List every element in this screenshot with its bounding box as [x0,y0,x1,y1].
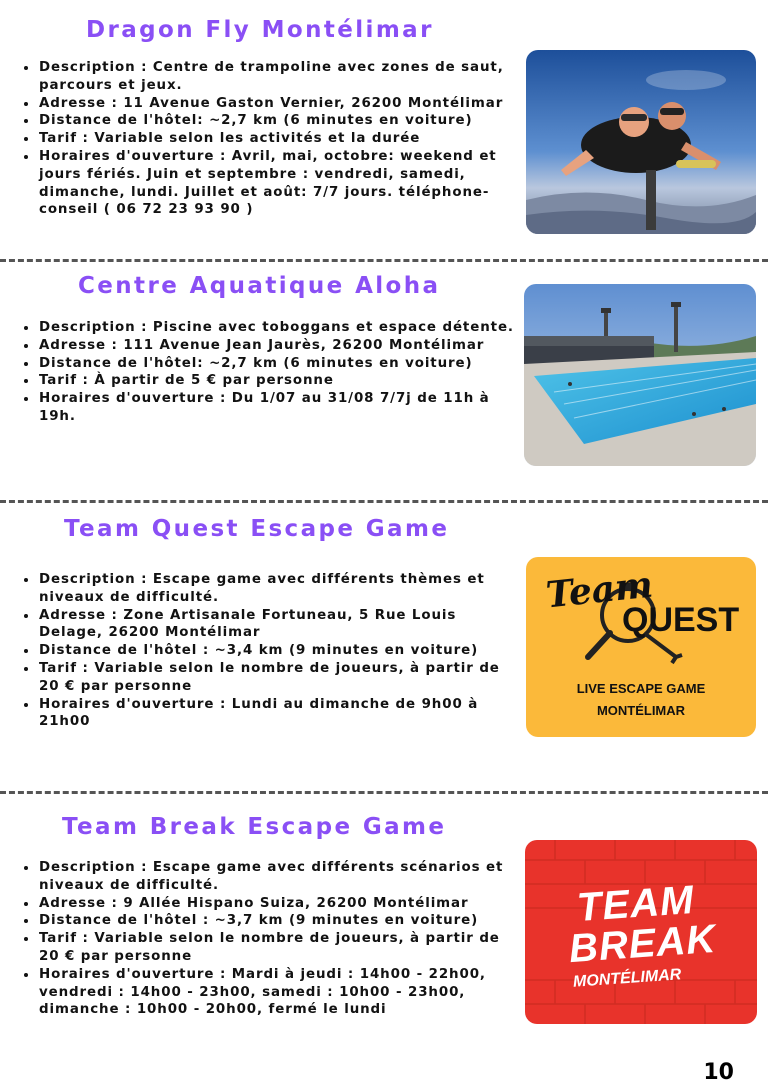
team-quest-logo-team: Team [544,563,655,617]
team-quest-logo [526,557,756,737]
team-break-info-list [22,859,512,1019]
team-break-logo-city: MONTÉLIMAR [572,966,682,991]
team-quest-logo-quest: QUEST [622,601,740,639]
list-item: Adresse : 111 Avenue Jean Jaurès, 26200 Montélimar [22,337,522,355]
page-number: 10 [703,1060,734,1085]
section-title-team-break: Team Break Escape Game [62,814,447,840]
list-item: Adresse : Zone Artisanale Fortuneau, 5 Rue Louis Delage, 26200 Montélimar [22,607,502,643]
team-quest-logo-subtitle: LIVE ESCAPE GAME [576,681,706,696]
skydiving-photo [526,50,756,234]
section-title-dragon-fly: Dragon Fly Montélimar [86,17,434,43]
list-item: Horaires d'ouverture : Avril, mai, octobre: weekend et jours fériés. Juin et septembre : vendredi, samedi, dimanche, lundi. Juillet et août: 7/7 jours. téléphone-conseil ( 06 72 23 93 90 ) [22,148,522,219]
list-item: Distance de l'hôtel : ~3,4 km (9 minutes en voiture) [22,642,502,660]
list-item: Description : Escape game avec différents scénarios et niveaux de difficulté. [22,859,512,895]
list-item: Distance de l'hôtel : ~3,7 km (9 minutes en voiture) [22,912,512,930]
team-break-logo-team: TEAM [575,877,696,931]
section-divider [0,259,768,262]
list-item: Description : Centre de trampoline avec zones de saut, parcours et jeux. [22,59,522,95]
list-item: Adresse : 9 Allée Hispano Suiza, 26200 Montélimar [22,895,512,913]
list-item: Adresse : 11 Avenue Gaston Vernier, 26200 Montélimar [22,95,522,113]
aloha-info-list [22,319,522,426]
list-item: Distance de l'hôtel: ~2,7 km (6 minutes en voiture) [22,112,522,130]
section-divider [0,500,768,503]
list-item: Description : Piscine avec toboggans et espace détente. [22,319,522,337]
list-item: Tarif : Variable selon le nombre de joueurs, à partir de 20 € par personne [22,930,512,966]
section-divider [0,791,768,794]
list-item: Horaires d'ouverture : Lundi au dimanche de 9h00 à 21h00 [22,696,502,732]
list-item: Tarif : Variable selon les activités et la durée [22,130,522,148]
list-item: Horaires d'ouverture : Du 1/07 au 31/08 7/7j de 11h à 19h. [22,390,522,426]
list-item: Horaires d'ouverture : Mardi à jeudi : 14h00 - 22h00, vendredi : 14h00 - 23h00, samedi : 10h00 - 23h00, dimanche : 10h00 - 20h00, fermé le lundi [22,966,512,1019]
list-item: Tarif : Variable selon le nombre de joueurs, à partir de 20 € par personne [22,660,502,696]
swimming-pool-photo [524,284,756,466]
list-item: Description : Escape game avec différents thèmes et niveaux de difficulté. [22,571,502,607]
team-quest-logo-city: MONTÉLIMAR [596,703,686,718]
team-quest-info-list [22,571,502,731]
list-item: Tarif : À partir de 5 € par personne [22,372,522,390]
dragon-fly-info-list [22,59,522,219]
team-break-logo [525,840,757,1024]
section-title-aloha: Centre Aquatique Aloha [78,273,441,299]
team-break-logo-break: BREAK [567,916,718,972]
list-item: Distance de l'hôtel: ~2,7 km (6 minutes en voiture) [22,355,522,373]
section-title-team-quest: Team Quest Escape Game [64,516,450,542]
